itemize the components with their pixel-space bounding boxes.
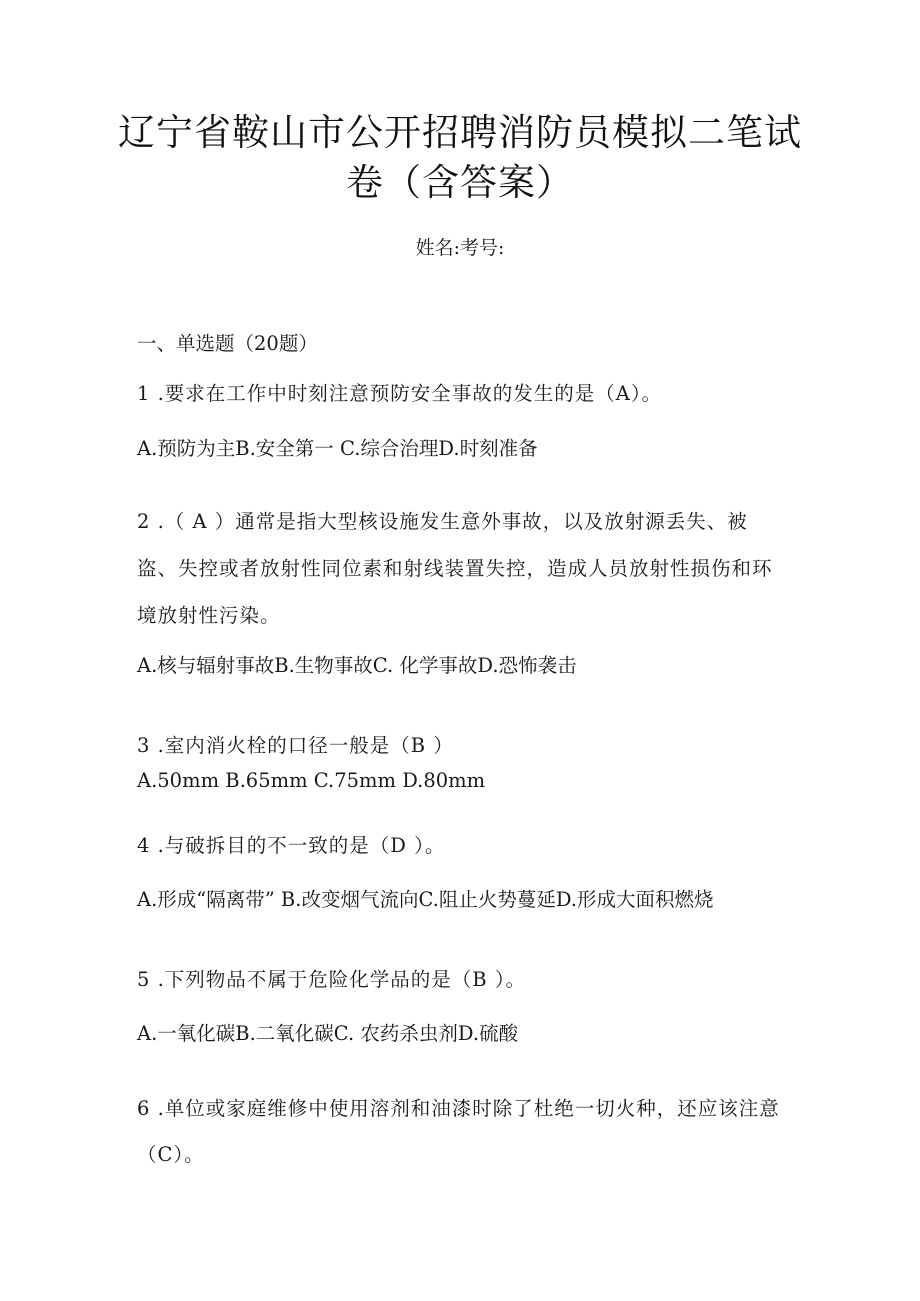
title-line-2: 卷（含答案） [346,161,574,204]
question-6-stem-line-2: （C）。 [137,1143,205,1166]
question-6-stem-line-1: 6 .单位或家庭维修中使用溶剂和油漆时除了杜绝一切火种，还应该注意 [137,1097,780,1120]
name-exam-number-line: 姓名:考号: [415,237,505,259]
question-3-stem: 3 .室内消火栓的口径一般是（B ） [137,734,454,757]
section-heading: 一、单选题（20题） [137,332,318,355]
question-4-stem: 4 .与破拆目的不一致的是（D ）。 [137,834,446,857]
question-2-stem-line-2: 盗、失控或者放射性同位素和射线装置失控，造成人员放射性损伤和环 [137,557,773,580]
document-title [100,108,820,208]
question-5-options: A.一氧化碳B.二氧化碳C. 农药杀虫剂D.硫酸 [137,1022,519,1045]
question-4-options: A.形成“隔离带” B.改变烟气流向C.阻止火势蔓延D.形成大面积燃烧 [137,888,714,911]
question-2-stem-line-1: 2 .（ A ）通常是指大型核设施发生意外事故，以及放射源丢失、被 [137,510,748,533]
question-1-stem: 1 .要求在工作中时刻注意预防安全事故的发生的是（A）。 [137,382,663,405]
question-1-options: A.预防为主B.安全第一 C.综合治理D.时刻准备 [137,437,538,460]
question-2-stem-line-3: 境放射性污染。 [137,604,281,627]
question-3-options: A.50mm B.65mm C.75mm D.80mm [137,769,486,792]
title-line-1: 辽宁省鞍山市公开招聘消防员模拟二笔试 [118,111,802,154]
question-5-stem: 5 .下列物品不属于危险化学品的是（B ）。 [137,968,527,991]
question-2-options: A.核与辐射事故B.生物事故C. 化学事故D.恐怖袭击 [137,654,577,677]
